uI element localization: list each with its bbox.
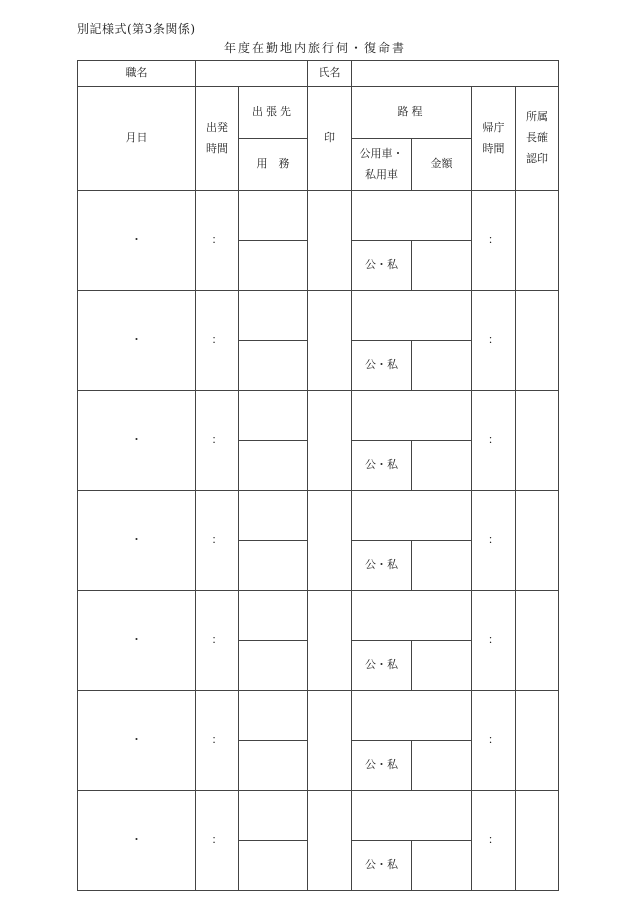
entry-row-top: [78, 691, 559, 741]
entry-destination[interactable]: [239, 191, 308, 241]
return-time-header-text: 帰庁時間: [482, 120, 505, 155]
entry-route[interactable]: [352, 691, 472, 741]
entry-date[interactable]: ・: [78, 391, 196, 491]
entry-date[interactable]: ・: [78, 791, 196, 891]
vehicle-header-text: 公用車・私用車: [359, 146, 404, 181]
entry-vehicle[interactable]: 公・私: [352, 741, 412, 791]
entry-supervisor-seal[interactable]: [516, 791, 559, 891]
entry-return-time[interactable]: ：: [472, 191, 516, 291]
entry-supervisor-seal[interactable]: [516, 191, 559, 291]
entry-date[interactable]: ・: [78, 291, 196, 391]
entry-return-time[interactable]: ：: [472, 691, 516, 791]
route-header: 路程: [352, 87, 472, 139]
entry-purpose[interactable]: [239, 541, 308, 591]
entry-supervisor-seal[interactable]: [516, 591, 559, 691]
entry-seal[interactable]: [308, 291, 352, 391]
entry-route[interactable]: [352, 191, 472, 241]
entry-destination[interactable]: [239, 591, 308, 641]
position-label: 職名: [78, 61, 196, 87]
entry-destination[interactable]: [239, 691, 308, 741]
entry-purpose[interactable]: [239, 241, 308, 291]
entry-amount[interactable]: [412, 841, 472, 891]
entry-seal[interactable]: [308, 491, 352, 591]
entry-return-time[interactable]: ：: [472, 391, 516, 491]
entry-amount[interactable]: [412, 241, 472, 291]
entry-supervisor-seal[interactable]: [516, 291, 559, 391]
depart-time-header: [196, 87, 239, 191]
entry-date[interactable]: ・: [78, 691, 196, 791]
entry-vehicle[interactable]: 公・私: [352, 441, 412, 491]
entry-amount[interactable]: [412, 541, 472, 591]
entry-depart-time[interactable]: ：: [196, 591, 239, 691]
entry-purpose[interactable]: [239, 741, 308, 791]
entry-route[interactable]: [352, 591, 472, 641]
entry-depart-time[interactable]: ：: [196, 491, 239, 591]
entry-vehicle[interactable]: 公・私: [352, 341, 412, 391]
entry-row-top: [78, 391, 559, 441]
entry-supervisor-seal[interactable]: [516, 491, 559, 591]
entry-seal[interactable]: [308, 191, 352, 291]
entry-row-top: [78, 491, 559, 541]
entry-row-top: [78, 291, 559, 341]
entry-depart-time[interactable]: ：: [196, 291, 239, 391]
position-field[interactable]: [196, 61, 308, 87]
entry-row-top: [78, 191, 559, 241]
supervisor-header-text: 所属長確認印: [526, 110, 548, 165]
entry-vehicle[interactable]: 公・私: [352, 541, 412, 591]
entry-date[interactable]: ・: [78, 491, 196, 591]
entry-purpose[interactable]: [239, 341, 308, 391]
document-title: 年度在勤地内旅行伺・復命書: [223, 41, 406, 55]
entry-amount[interactable]: [412, 441, 472, 491]
depart-time-header-text: 出発時間: [206, 120, 228, 155]
entry-return-time[interactable]: ：: [472, 791, 516, 891]
entry-seal[interactable]: [308, 691, 352, 791]
entry-seal[interactable]: [308, 791, 352, 891]
entry-vehicle[interactable]: 公・私: [352, 841, 412, 891]
entry-depart-time[interactable]: ：: [196, 691, 239, 791]
destination-header: 出張先: [239, 87, 308, 139]
entry-vehicle[interactable]: 公・私: [352, 641, 412, 691]
name-field[interactable]: [352, 61, 559, 87]
entry-amount[interactable]: [412, 341, 472, 391]
date-header: 月日: [78, 87, 196, 191]
entry-purpose[interactable]: [239, 441, 308, 491]
entry-destination[interactable]: [239, 391, 308, 441]
seal-header: 印: [308, 87, 352, 191]
appendix-label: 別記様式(第3条関係): [77, 22, 196, 36]
entry-purpose[interactable]: [239, 641, 308, 691]
amount-header: 金額: [412, 139, 472, 191]
entry-depart-time[interactable]: ：: [196, 391, 239, 491]
entry-amount[interactable]: [412, 741, 472, 791]
entry-depart-time[interactable]: ：: [196, 791, 239, 891]
entry-route[interactable]: [352, 391, 472, 441]
entry-route[interactable]: [352, 791, 472, 841]
entry-row-top: [78, 591, 559, 641]
entry-supervisor-seal[interactable]: [516, 391, 559, 491]
entry-return-time[interactable]: ：: [472, 291, 516, 391]
entry-route[interactable]: [352, 291, 472, 341]
header-row-columns-top: [78, 87, 559, 139]
entry-depart-time[interactable]: ：: [196, 191, 239, 291]
entry-date[interactable]: ・: [78, 591, 196, 691]
entry-return-time[interactable]: ：: [472, 591, 516, 691]
header-row-position: [78, 61, 559, 87]
entry-seal[interactable]: [308, 591, 352, 691]
entry-destination[interactable]: [239, 291, 308, 341]
entry-purpose[interactable]: [239, 841, 308, 891]
entry-supervisor-seal[interactable]: [516, 691, 559, 791]
vehicle-header: [352, 139, 412, 191]
return-time-header: [472, 87, 516, 191]
name-label: 氏名: [308, 61, 352, 87]
purpose-header: 用 務: [239, 139, 308, 191]
entry-destination[interactable]: [239, 491, 308, 541]
entry-row-top: [78, 791, 559, 841]
entry-vehicle[interactable]: 公・私: [352, 241, 412, 291]
entry-return-time[interactable]: ：: [472, 491, 516, 591]
supervisor-header: [516, 87, 559, 191]
entry-seal[interactable]: [308, 391, 352, 491]
entry-route[interactable]: [352, 491, 472, 541]
entry-date[interactable]: ・: [78, 191, 196, 291]
travel-report-form: [77, 60, 559, 891]
entry-amount[interactable]: [412, 641, 472, 691]
entry-destination[interactable]: [239, 791, 308, 841]
